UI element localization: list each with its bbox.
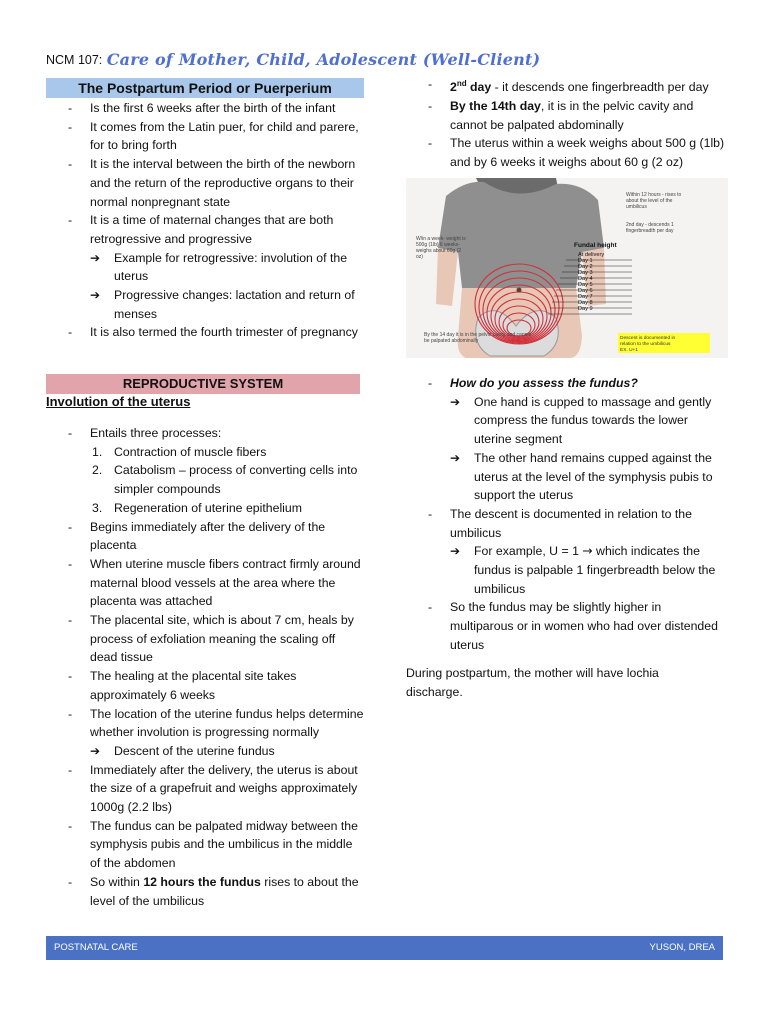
list-item: - The healing at the placental site takes approximately 6 weeks xyxy=(46,667,364,704)
list-subitem xyxy=(46,286,364,323)
numbered-item-text: Contraction of muscle fibers xyxy=(114,444,267,459)
ordinal-suffix: nd xyxy=(456,79,467,88)
list-item: - It is also termed the fourth trimester of pregnancy xyxy=(46,323,364,342)
list-item: - Is the first 6 weeks after the birth of the infant xyxy=(46,99,364,118)
numbered-item-text: Catabolism – process of converting cells into simpler compounds xyxy=(114,463,358,497)
list-item: - It is the interval between the birth of the newborn and the return of the reproductive organs to their normal nonpregnant state xyxy=(46,155,364,211)
page-header xyxy=(46,50,540,72)
list-subitem xyxy=(46,742,364,761)
list-item xyxy=(406,374,728,393)
arrow-icon: ➔ xyxy=(450,450,461,465)
text-run: - it descends one fingerbreadth per day xyxy=(491,80,709,95)
footer-left: POSTNATAL CARE xyxy=(54,942,138,953)
italic-question: How do you assess the fundus? xyxy=(450,376,638,390)
lochia-paragraph: During postpartum, the mother will have lochia discharge. xyxy=(406,666,659,699)
text-run: , it is in the pelvic cavity and cannot be palpated abdominally xyxy=(450,98,694,132)
arrow-icon: ➔ xyxy=(90,743,101,758)
list-item: - Immediately after the delivery, the uterus is about the size of a grapefruit and weighs approximately 1000g (2.2 lbs) xyxy=(46,761,364,817)
fundal-height-item: Day 1 xyxy=(578,258,593,264)
label-week-weight: W/in a week- weight is 500g (1lb) 6 weeks-weighs about 60g (2 oz) xyxy=(416,236,466,260)
arrow-icon: ➔ xyxy=(450,394,461,409)
list-subitem xyxy=(406,542,728,598)
fundal-height-title: Fundal height xyxy=(574,242,617,249)
fundal-height-item: Day 8 xyxy=(578,300,593,306)
list-item: - The uterus within a week weighs about 500 g (1lb) and by 6 weeks it weighs about 60 g (2 oz) xyxy=(406,134,728,171)
label-example: EX. U+1 xyxy=(620,348,638,353)
course-code: NCM 107: xyxy=(46,53,103,67)
bold-text: By the 14th day xyxy=(450,98,541,113)
page-footer xyxy=(46,936,723,960)
postpartum-list xyxy=(46,99,364,342)
assess-fundus-list xyxy=(406,374,728,655)
list-item xyxy=(46,873,364,910)
list-item: - When uterine muscle fibers contract firmly around maternal blood vessels at the area where the placenta was attached xyxy=(46,555,364,611)
list-subitem-text: The other hand remains cupped against the uterus at the level of the symphysis pubis to support the uterus xyxy=(474,450,713,503)
section-title-postpartum: The Postpartum Period or Puerperium xyxy=(46,78,364,98)
label-14th-day: By the 14 day it is in the pelvic cavity and cannot be palpated abdominally xyxy=(424,332,532,344)
list-item: - Entails three processes: xyxy=(46,424,364,443)
involution-list xyxy=(46,424,364,910)
list-subitem xyxy=(406,449,728,505)
list-item xyxy=(406,97,728,134)
item-number: 1. xyxy=(92,444,103,459)
label-descent: Descent is documented in relation to the umbilicus xyxy=(620,336,676,347)
list-item: - It comes from the Latin puer, for child and parere, for to bring forth xyxy=(46,118,364,155)
day-word: day xyxy=(466,80,492,95)
text-run: For example, U = 1 xyxy=(474,544,583,559)
list-subitem-text: Descent of the uterine fundus xyxy=(114,743,275,758)
list-item: - The placental site, which is about 7 cm, heals by process of exfoliation meaning the scaling off dead tissue xyxy=(46,611,364,667)
item-number: 3. xyxy=(92,500,103,515)
fundal-height-item: Day 9 xyxy=(578,306,593,312)
left-arm-shape xyxy=(436,248,458,306)
day-number: 2 xyxy=(450,80,457,95)
text-run: which indicates the fundus is palpable 1 fingerbreadth below the umbilicus xyxy=(474,544,716,596)
subheading-involution: Involution of the uterus xyxy=(46,394,191,409)
numbered-item-text: Regeneration of uterine epithelium xyxy=(114,500,302,515)
list-subitem xyxy=(406,393,728,449)
fundal-height-item: Day 7 xyxy=(578,294,593,300)
item-number: 2. xyxy=(92,463,103,478)
label-2nd-day: 2nd day - descends 1 fingerbreadth per day xyxy=(626,222,674,234)
list-item: - Begins immediately after the delivery of the placenta xyxy=(46,518,364,555)
list-item: - It is a time of maternal changes that are both retrogressive and progressive xyxy=(46,211,364,248)
bold-text xyxy=(450,80,491,94)
arrow-icon: ➔ xyxy=(450,544,461,559)
fundal-height-item: Day 5 xyxy=(578,282,593,288)
list-subitem xyxy=(46,249,364,286)
umbilicus-marker xyxy=(517,288,522,293)
fundal-height-item: Day 2 xyxy=(578,264,593,270)
arrow-icon: ➔ xyxy=(90,250,101,265)
fundal-height-item: At delivery xyxy=(578,252,605,258)
label-within-12-hours: Within 12 hours - rises to about the level of the umbilicus xyxy=(626,192,682,210)
section-title-reproductive: REPRODUCTIVE SYSTEM xyxy=(46,374,360,394)
fundal-height-item: Day 6 xyxy=(578,288,593,294)
list-subitem-text: Progressive changes: lactation and return of menses xyxy=(114,288,355,321)
fundal-height-item: Day 4 xyxy=(578,276,593,282)
list-subitem-text: Example for retrogressive: involution of the uterus xyxy=(114,250,348,284)
footer-right: YUSON, DREA xyxy=(649,942,715,953)
fundus-descent-list xyxy=(406,75,728,172)
list-item: - So the fundus may be slightly higher in multiparous or in women who had over distended uterus xyxy=(406,598,728,654)
list-subitem-text: One hand is cupped to massage and gently compress the fundus towards the lower uterine segment xyxy=(474,394,712,447)
numbered-item xyxy=(46,461,364,498)
list-item: - The location of the uterine fundus helps determine whether involution is progressing normally xyxy=(46,705,364,742)
arrow-icon: → xyxy=(582,544,593,559)
list-item: - The fundus can be palpated midway between the symphysis pubis and the umbilicus in the middle of the abdomen xyxy=(46,817,364,873)
text-run: So within xyxy=(90,874,144,889)
text-run: rises to about the level of the umbilicus xyxy=(90,874,359,908)
bold-text: 12 hours the fundus xyxy=(143,874,261,889)
numbered-item xyxy=(46,499,364,518)
numbered-item xyxy=(46,443,364,462)
fundal-height-item: Day 3 xyxy=(578,270,593,276)
list-item: - The descent is documented in relation to the umbilicus xyxy=(406,505,728,542)
list-item xyxy=(406,75,728,97)
fundal-height-figure xyxy=(406,178,728,358)
fundal-height-illustration xyxy=(406,178,728,358)
page-title: Care of Mother, Child, Adolescent (Well-Client) xyxy=(106,50,541,69)
arrow-icon: ➔ xyxy=(90,288,101,303)
